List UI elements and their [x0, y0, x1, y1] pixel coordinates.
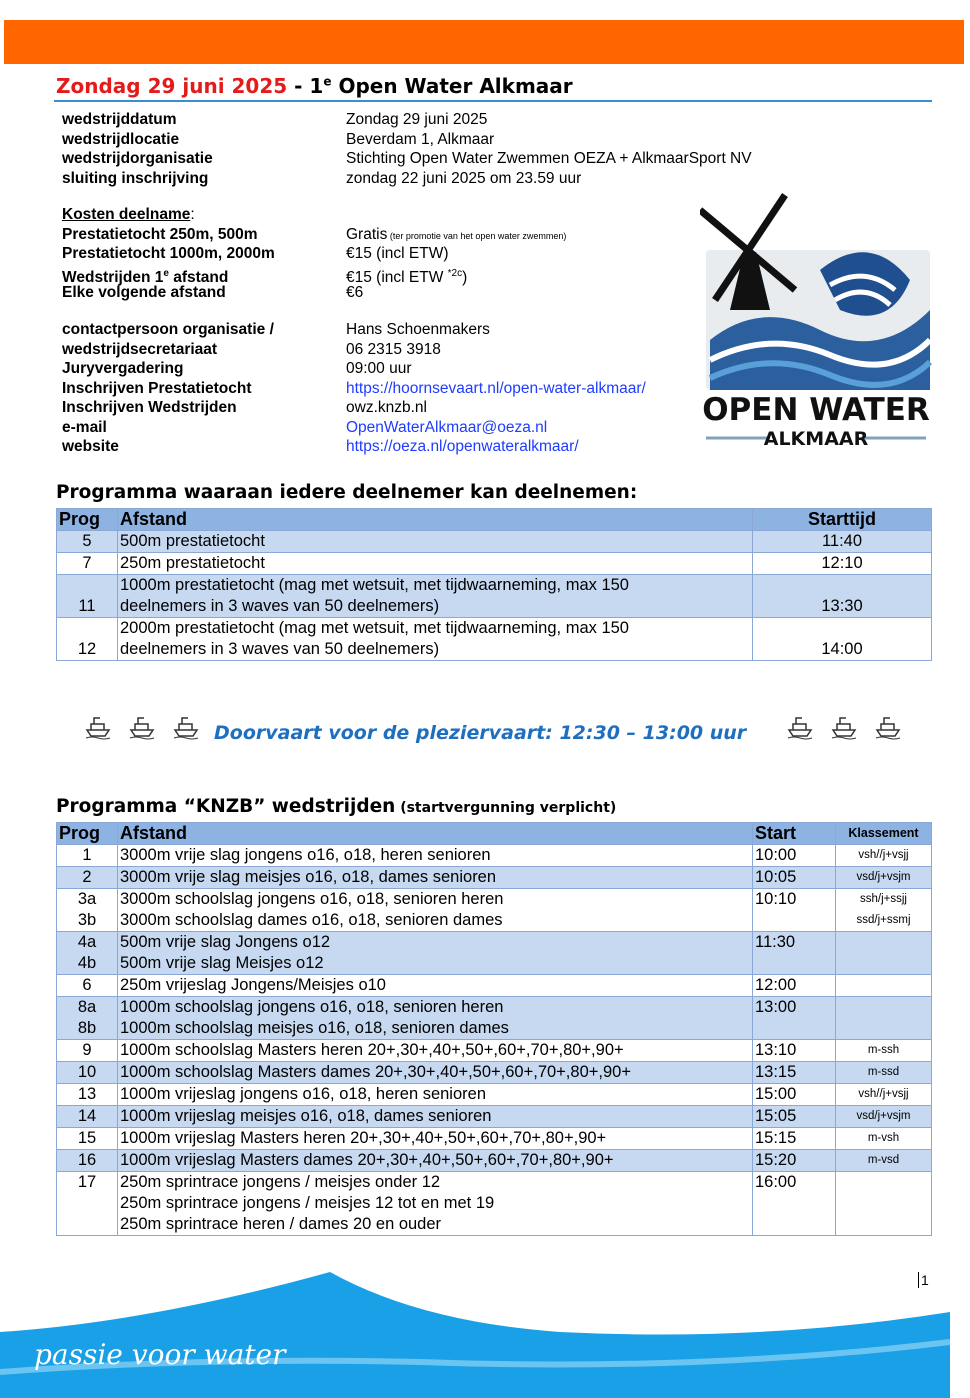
cell-afstand [118, 618, 753, 661]
email-link[interactable]: OpenWaterAlkmaar@oeza.nl [346, 418, 548, 436]
cell-afstand [118, 1172, 753, 1236]
cell-start: 13:15 [753, 1062, 836, 1084]
cell-start: 15:05 [753, 1106, 836, 1128]
boat-icon [786, 712, 814, 740]
kosten-row [62, 264, 566, 284]
cell-prog: 11 [57, 575, 118, 618]
cell-klassement: m-ssd [836, 1062, 932, 1084]
section2-title-main: Programma “KNZB” wedstrijden [56, 796, 396, 817]
cell-line: ssh/j+ssjj [860, 893, 907, 905]
kosten-row [62, 225, 566, 245]
footer-wave [0, 1262, 970, 1398]
cell-start: 12:10 [753, 553, 932, 575]
cell-line: 2000m prestatietocht (mag met wetsuit, met tijdwaarneming, max 150 [120, 619, 629, 637]
info-value: zondag 22 juni 2025 om 23.59 uur [346, 169, 582, 187]
info-row [62, 149, 752, 169]
info-value: Stichting Open Water Zwemmen OEZA + AlkmaarSport NV [346, 150, 752, 167]
doorvaart-notice: Doorvaart voor de pleziervaart: 12:30 – 13:00 uur [214, 722, 747, 744]
cell-start: 11:30 [753, 932, 836, 975]
table-row [57, 1150, 932, 1172]
info-label: wedstrijdorganisatie [62, 150, 213, 167]
cell-line: 3000m schoolslag dames o16, o18, senioren dames [120, 911, 503, 929]
info-label: wedstrijddatum [62, 111, 177, 128]
cell-start: 10:00 [753, 845, 836, 867]
kosten-value-b: ) [462, 268, 468, 286]
cell-klassement: vsh//j+vsjj [836, 845, 932, 867]
page-number: 1 [918, 1272, 929, 1288]
contact-label: contactpersoon organisatie / [62, 321, 274, 338]
title-sup: e [323, 74, 332, 89]
boat-icon [128, 712, 156, 740]
cell-line: deelnemers in 3 waves van 50 deelnemers) [120, 597, 440, 615]
kosten-block [62, 205, 566, 303]
contact-label: wedstrijdsecretariaat [62, 340, 218, 358]
cell-afstand: 1000m vrijeslag Masters dames 20+,30+,40+,50+,60+,70+,80+,90+ [118, 1150, 753, 1172]
cell-prog: 5 [57, 531, 118, 553]
kosten-row [62, 244, 566, 264]
cell-klassement [836, 889, 932, 932]
cell-prog [57, 932, 118, 975]
contact-block [62, 320, 646, 457]
contact-value: 09:00 uur [346, 360, 412, 377]
table-row [57, 867, 932, 889]
cell-afstand: 500m prestatietocht [118, 531, 753, 553]
kosten-colon: : [190, 206, 195, 223]
page-title [56, 74, 573, 98]
title-sep: - [287, 74, 310, 98]
info-value: Zondag 29 juni 2025 [346, 111, 488, 128]
table-header-row [57, 823, 932, 845]
cell-klassement: vsh//j+vsjj [836, 1084, 932, 1106]
cell-prog [57, 889, 118, 932]
table-header-row [57, 509, 932, 531]
boat-icon [84, 712, 112, 740]
table-row [57, 1128, 932, 1150]
contact-row [62, 320, 646, 340]
cell-line: 3a [77, 890, 97, 908]
kosten-value: €15 (incl ETW [346, 268, 448, 286]
col-klassement: Klassement [836, 823, 932, 845]
boat-icon [830, 712, 858, 740]
cell-start: 14:00 [753, 618, 932, 661]
col-afstand: Afstand [118, 823, 753, 845]
logo-line2: ALKMAAR [763, 428, 869, 450]
contact-label: Inschrijven Prestatietocht [62, 379, 252, 397]
cell-start: 11:40 [753, 531, 932, 553]
cell-prog [57, 997, 118, 1040]
contact-row [62, 379, 646, 399]
contact-row [62, 437, 646, 457]
cell-start: 15:00 [753, 1084, 836, 1106]
cell-line: 4b [77, 954, 97, 972]
table-row [57, 618, 932, 661]
footer-slogan: passie voor water [34, 1338, 286, 1371]
kosten-label: Prestatietocht 250m, 500m [62, 225, 258, 243]
cell-klassement: m-vsd [836, 1150, 932, 1172]
table-row [57, 553, 932, 575]
kosten-label: Wedstrijden 1 [62, 268, 164, 286]
cell-prog: 10 [57, 1062, 118, 1084]
logo-line1: OPEN WATER [702, 392, 930, 428]
cell-klassement: m-ssh [836, 1040, 932, 1062]
cell-start: 15:15 [753, 1128, 836, 1150]
cell-prog: 7 [57, 553, 118, 575]
contact-row [62, 418, 646, 438]
contact-label: Juryvergadering [62, 360, 184, 377]
cell-line: 500m vrije slag Meisjes o12 [120, 954, 324, 972]
contact-value: Hans Schoenmakers [346, 321, 490, 338]
cell-prog: 2 [57, 867, 118, 889]
top-orange-bar [4, 20, 964, 64]
cell-line: 1000m schoolslag meisjes o16, o18, senioren dames [120, 1019, 509, 1037]
cell-start: 15:20 [753, 1150, 836, 1172]
cell-start: 16:00 [753, 1172, 836, 1236]
cell-line: 3b [77, 911, 97, 929]
cell-line: 8a [77, 998, 97, 1016]
info-label: sluiting inschrijving [62, 169, 209, 187]
cell-afstand: 1000m schoolslag Masters heren 20+,30+,40+,50+,60+,70+,80+,90+ [118, 1040, 753, 1062]
table-row [57, 1062, 932, 1084]
cell-line: 4a [77, 933, 97, 951]
section2-table [56, 822, 932, 1236]
section1-title: Programma waaraan iedere deelnemer kan deelnemen: [56, 482, 638, 503]
cell-prog: 13 [57, 1084, 118, 1106]
title-date: Zondag 29 juni 2025 [56, 74, 288, 98]
cell-prog: 6 [57, 975, 118, 997]
contact-row [62, 398, 646, 418]
cell-prog: 14 [57, 1106, 118, 1128]
cell-start: 13:10 [753, 1040, 836, 1062]
cell-line: 250m sprintrace jongens / meisjes onder 12 [120, 1173, 441, 1191]
cell-klassement [836, 932, 932, 975]
table-row [57, 1106, 932, 1128]
cell-line: deelnemers in 3 waves van 50 deelnemers) [120, 640, 440, 658]
cell-prog: 17 [57, 1172, 118, 1236]
cell-start: 13:30 [753, 575, 932, 618]
kosten-label: Prestatietocht 1000m, 2000m [62, 245, 275, 262]
contact-value: 06 2315 3918 [346, 340, 441, 358]
cell-prog: 12 [57, 618, 118, 661]
info-row [62, 110, 752, 130]
col-starttijd: Starttijd [753, 509, 932, 531]
cell-afstand: 250m vrijeslag Jongens/Meisjes o10 [118, 975, 753, 997]
cell-line: 1000m prestatietocht (mag met wetsuit, met tijdwaarneming, max 150 [120, 576, 629, 594]
cell-line: 1000m schoolslag jongens o16, o18, senioren heren [120, 998, 504, 1016]
contact-label: e-mail [62, 418, 107, 436]
cell-prog: 16 [57, 1150, 118, 1172]
kosten-value: Gratis [346, 225, 388, 243]
col-prog: Prog [57, 509, 118, 531]
registration-link[interactable]: https://hoornsevaart.nl/open-water-alkmaar/ [346, 379, 646, 397]
cell-line: ssd/j+ssmj [856, 914, 911, 926]
info-top-block [62, 110, 752, 188]
cell-afstand [118, 889, 753, 932]
cell-afstand: 3000m vrije slag meisjes o16, o18, dames senioren [118, 867, 753, 889]
website-link[interactable]: https://oeza.nl/openwateralkmaar/ [346, 438, 579, 455]
cell-line: 8b [77, 1019, 97, 1037]
table-row [57, 997, 932, 1040]
table-row [57, 1172, 932, 1236]
col-prog: Prog [57, 823, 118, 845]
section2-subtitle: (startvergunning verplicht) [395, 800, 617, 816]
cell-afstand: 1000m vrijeslag Masters heren 20+,30+,40+,50+,60+,70+,80+,90+ [118, 1128, 753, 1150]
table-row [57, 975, 932, 997]
cell-klassement: vsd/j+vsjm [836, 867, 932, 889]
kosten-note: (ter promotie van het open water zwemmen) [387, 230, 567, 241]
cell-afstand: 1000m schoolslag Masters dames 20+,30+,40+,50+,60+,70+,80+,90+ [118, 1062, 753, 1084]
kosten-label-b: afstand [168, 268, 229, 286]
cell-prog: 1 [57, 845, 118, 867]
section1-table [56, 508, 932, 661]
cell-afstand: 3000m vrije slag jongens o16, o18, heren senioren [118, 845, 753, 867]
info-row [62, 169, 752, 189]
cell-prog: 15 [57, 1128, 118, 1150]
title-rest: Open Water Alkmaar [331, 74, 573, 98]
title-prefix: 1 [309, 74, 324, 98]
cell-afstand: 1000m vrijeslag meisjes o16, o18, dames senioren [118, 1106, 753, 1128]
info-row [62, 130, 752, 150]
kosten-label-sup: e [163, 267, 169, 279]
kosten-heading-row [62, 205, 566, 225]
kosten-label: Elke volgende afstand [62, 284, 226, 301]
cell-start: 10:10 [753, 889, 836, 932]
contact-row [62, 359, 646, 379]
cell-afstand [118, 997, 753, 1040]
table-row [57, 575, 932, 618]
cell-afstand [118, 932, 753, 975]
cell-klassement [836, 997, 932, 1040]
cell-line: 250m sprintrace jongens / meisjes 12 tot en met 19 [120, 1194, 495, 1212]
col-afstand: Afstand [118, 509, 753, 531]
cell-afstand: 250m prestatietocht [118, 553, 753, 575]
contact-value: owz.knzb.nl [346, 399, 427, 416]
cell-prog: 9 [57, 1040, 118, 1062]
cell-klassement: vsd/j+vsjm [836, 1106, 932, 1128]
col-start: Start [753, 823, 836, 845]
boat-icon [172, 712, 200, 740]
kosten-value-sup: *2c [447, 267, 463, 279]
cell-klassement [836, 975, 932, 997]
cell-start: 13:00 [753, 997, 836, 1040]
cell-afstand: 1000m vrijeslag jongens o16, o18, heren senioren [118, 1084, 753, 1106]
contact-row [62, 340, 646, 360]
cell-afstand [118, 575, 753, 618]
contact-label: Inschrijven Wedstrijden [62, 399, 237, 416]
contact-label: website [62, 438, 119, 455]
kosten-heading: Kosten deelname [62, 206, 191, 223]
open-water-alkmaar-logo [700, 190, 932, 450]
info-label: wedstrijdlocatie [62, 130, 180, 148]
section2-title [56, 796, 616, 817]
kosten-value: €15 (incl ETW) [346, 245, 449, 262]
cell-line: 250m sprintrace heren / dames 20 en ouder [120, 1215, 442, 1233]
title-underline [54, 100, 932, 102]
cell-line: 3000m schoolslag jongens o16, o18, senioren heren [120, 890, 504, 908]
table-row [57, 932, 932, 975]
table-row [57, 1040, 932, 1062]
cell-klassement [836, 1172, 932, 1236]
table-row [57, 531, 932, 553]
table-row [57, 889, 932, 932]
cell-klassement: m-vsh [836, 1128, 932, 1150]
cell-start: 12:00 [753, 975, 836, 997]
kosten-row [62, 283, 566, 303]
boat-icon [874, 712, 902, 740]
table-row [57, 845, 932, 867]
kosten-value: €6 [346, 284, 364, 301]
cell-start: 10:05 [753, 867, 836, 889]
table-row [57, 1084, 932, 1106]
cell-line: 500m vrije slag Jongens o12 [120, 933, 331, 951]
info-value: Beverdam 1, Alkmaar [346, 130, 495, 148]
